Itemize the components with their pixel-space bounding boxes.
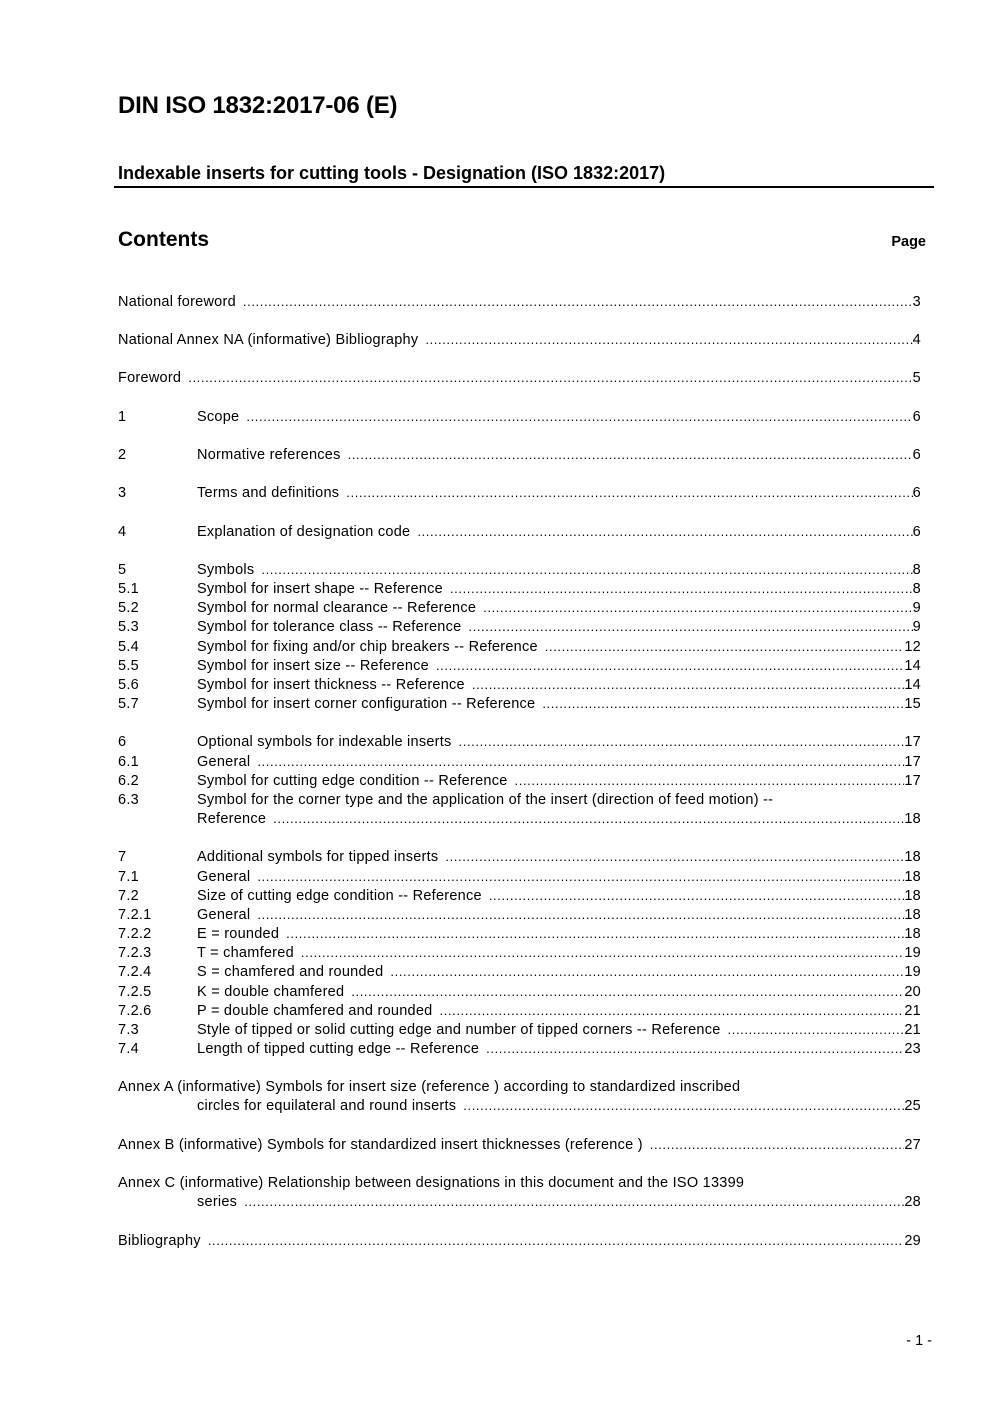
toc-entry[interactable] (118, 330, 921, 350)
toc-entry-page: 21 (904, 1022, 921, 1038)
toc-entry-page: 5 (912, 370, 921, 386)
toc-entry-title: National Annex NA (informative) Bibliography (118, 332, 419, 348)
toc-entry-title: Symbol for cutting edge condition -- Reference (197, 773, 508, 789)
toc-entry-number: 7.2.2 (118, 926, 152, 942)
toc-entry-title: Length of tipped cutting edge -- Reference (197, 1041, 480, 1057)
toc-leader-dots (542, 694, 904, 714)
toc-leader-dots (425, 330, 912, 350)
toc-entry-number: 2 (118, 447, 127, 463)
toc-leader-dots (445, 847, 904, 867)
toc-entry[interactable] (118, 675, 921, 695)
toc-entry-title: Bibliography (118, 1233, 201, 1249)
toc-entry[interactable] (118, 617, 921, 637)
toc-entry-title: Annex A (informative) Symbols for insert size (reference ) according to standardized inscribed (118, 1079, 741, 1095)
toc-leader-dots (246, 407, 912, 427)
toc-entry-page: 18 (904, 869, 921, 885)
toc-entry-page: 28 (904, 1194, 921, 1210)
toc-entry-title: Annex B (informative) Symbols for standardized insert thicknesses (reference ) (118, 1137, 643, 1153)
document-subtitle: Indexable inserts for cutting tools - Designation (ISO 1832:2017) (118, 163, 666, 183)
toc-leader-dots (545, 637, 905, 657)
toc-entry-number: 5.5 (118, 658, 139, 674)
toc-entry[interactable] (118, 732, 921, 752)
toc-entry-title: Scope (197, 409, 240, 425)
toc-entry-title-continuation: Reference (197, 811, 267, 827)
toc-leader-dots (208, 1231, 905, 1251)
toc-entry-title: General (197, 907, 251, 923)
toc-entry-number: 4 (118, 524, 127, 540)
toc-entry-number: 7.3 (118, 1022, 139, 1038)
toc-entry[interactable] (118, 790, 921, 810)
toc-leader-dots (483, 598, 913, 618)
toc-leader-dots (436, 656, 904, 676)
toc-entry[interactable] (118, 867, 921, 887)
toc-entry[interactable] (118, 752, 921, 772)
toc-entry-page: 18 (904, 811, 921, 827)
toc-entry-number: 7.2 (118, 888, 139, 904)
toc-entry-title: Annex C (informative) Relationship between designations in this document and the ISO 13399 (118, 1175, 745, 1191)
toc-entry-number: 6.1 (118, 754, 139, 770)
toc-entry-page: 8 (912, 562, 921, 578)
toc-leader-dots (417, 522, 912, 542)
toc-entry-title: Foreword (118, 370, 182, 386)
toc-leader-dots (515, 771, 905, 791)
toc-entry-continuation[interactable] (118, 1192, 921, 1212)
toc-entry[interactable] (118, 847, 921, 867)
toc-entry-page: 25 (904, 1098, 921, 1114)
toc-entry-title: National foreword (118, 294, 236, 310)
toc-entry-number: 5.6 (118, 677, 139, 693)
toc-entry-page: 27 (904, 1137, 921, 1153)
toc-entry-page: 17 (904, 734, 921, 750)
toc-entry-page: 9 (912, 600, 921, 616)
toc-entry-title-continuation: series (197, 1194, 238, 1210)
toc-entry-number: 6 (118, 734, 127, 750)
toc-leader-dots (257, 752, 904, 772)
toc-entry-page: 3 (912, 294, 921, 310)
toc-entry[interactable] (118, 598, 921, 618)
toc-entry-title-continuation: circles for equilateral and round inserts (197, 1098, 457, 1114)
toc-entry[interactable] (118, 886, 921, 906)
toc-entry-page: 19 (904, 945, 921, 961)
toc-entry[interactable] (118, 560, 921, 580)
toc-entry-title: S = chamfered and rounded (197, 964, 384, 980)
toc-entry-number: 7.4 (118, 1041, 139, 1057)
toc-entry[interactable] (118, 1020, 921, 1040)
toc-entry-page: 18 (904, 888, 921, 904)
toc-leader-dots (439, 1001, 904, 1021)
toc-entry[interactable] (118, 905, 921, 925)
toc-entry-number: 7 (118, 849, 127, 865)
toc-leader-dots (463, 1096, 904, 1116)
toc-entry-page: 18 (904, 849, 921, 865)
document-title: DIN ISO 1832:2017-06 (E) (118, 92, 398, 119)
toc-entry-title: Symbol for insert corner configuration -- Reference (197, 696, 536, 712)
toc-entry[interactable] (118, 924, 921, 944)
toc-entry[interactable] (118, 522, 921, 542)
toc-entry-page: 12 (904, 639, 921, 655)
toc-leader-dots (346, 483, 912, 503)
toc-entry[interactable] (118, 292, 921, 312)
toc-entry-page: 19 (904, 964, 921, 980)
toc-entry[interactable] (118, 579, 921, 599)
toc-entry-title: Size of cutting edge condition -- Reference (197, 888, 482, 904)
toc-entry-page: 6 (912, 524, 921, 540)
toc-entry-page: 6 (912, 485, 921, 501)
toc-entry-page: 6 (912, 409, 921, 425)
toc-leader-dots (472, 675, 904, 695)
toc-leader-dots (650, 1135, 905, 1155)
toc-entry-page: 18 (904, 926, 921, 942)
toc-entry[interactable] (118, 1173, 921, 1193)
toc-entry-number: 7.2.1 (118, 907, 152, 923)
toc-entry-page: 4 (912, 332, 921, 348)
toc-entry-page: 23 (904, 1041, 921, 1057)
toc-entry[interactable] (118, 982, 921, 1002)
toc-entry-title: Explanation of designation code (197, 524, 411, 540)
toc-entry[interactable] (118, 368, 921, 388)
toc-entry-title: K = double chamfered (197, 984, 345, 1000)
toc-entry-page: 9 (912, 619, 921, 635)
toc-entry[interactable] (118, 771, 921, 791)
toc-entry-title: Symbol for fixing and/or chip breakers -- Reference (197, 639, 538, 655)
toc-entry-number: 7.2.5 (118, 984, 152, 1000)
toc-entry-title: Symbol for tolerance class -- Reference (197, 619, 462, 635)
toc-entry-number: 5 (118, 562, 127, 578)
toc-entry-title: Normative references (197, 447, 341, 463)
toc-leader-dots (489, 886, 905, 906)
toc-entry-number: 1 (118, 409, 127, 425)
toc-entry-title: Symbol for insert thickness -- Reference (197, 677, 465, 693)
toc-leader-dots (348, 445, 913, 465)
toc-entry-title: Symbol for insert shape -- Reference (197, 581, 443, 597)
toc-leader-dots (257, 905, 904, 925)
contents-heading: Contents (118, 228, 209, 251)
toc-entry-number: 5.3 (118, 619, 139, 635)
toc-leader-dots (286, 924, 904, 944)
toc-entry[interactable] (118, 1231, 921, 1251)
toc-entry-page: 14 (904, 658, 921, 674)
toc-entry-number: 5.4 (118, 639, 139, 655)
toc-leader-dots (390, 962, 904, 982)
toc-entry-number: 7.2.6 (118, 1003, 152, 1019)
toc-entry[interactable] (118, 694, 921, 714)
toc-entry-number: 5.7 (118, 696, 139, 712)
toc-entry-continuation[interactable] (118, 809, 921, 829)
toc-entry[interactable] (118, 943, 921, 963)
toc-entry-title: Symbol for the corner type and the application of the insert (direction of feed motion) -- (197, 792, 774, 808)
toc-entry-title: Optional symbols for indexable inserts (197, 734, 452, 750)
toc-leader-dots (243, 292, 913, 312)
toc-entry-page: 14 (904, 677, 921, 693)
toc-entry-continuation[interactable] (118, 1096, 921, 1116)
toc-entry-number: 5.1 (118, 581, 139, 597)
toc-entry-title: Symbol for insert size -- Reference (197, 658, 429, 674)
toc-leader-dots (188, 368, 912, 388)
toc-leader-dots (468, 617, 912, 637)
toc-leader-dots (244, 1192, 904, 1212)
footer-page-number: - 1 - (906, 1333, 932, 1349)
toc-leader-dots (459, 732, 905, 752)
toc-entry-number: 7.2.3 (118, 945, 152, 961)
toc-entry-page: 6 (912, 447, 921, 463)
toc-entry[interactable] (118, 1135, 921, 1155)
toc-entry[interactable] (118, 445, 921, 465)
toc-entry-title: General (197, 869, 251, 885)
toc-entry[interactable] (118, 1001, 921, 1021)
toc-leader-dots (728, 1020, 905, 1040)
toc-entry-number: 6.2 (118, 773, 139, 789)
toc-entry-title: E = rounded (197, 926, 280, 942)
toc-leader-dots (273, 809, 904, 829)
toc-entry-number: 3 (118, 485, 127, 501)
toc-entry-number: 5.2 (118, 600, 139, 616)
toc-entry-title: P = double chamfered and rounded (197, 1003, 433, 1019)
toc-entry-title: Symbol for normal clearance -- Reference (197, 600, 477, 616)
toc-leader-dots (261, 560, 912, 580)
toc-entry-page: 21 (904, 1003, 921, 1019)
toc-entry-title: Terms and definitions (197, 485, 340, 501)
toc-entry-title: T = chamfered (197, 945, 294, 961)
toc-entry-number: 7.2.4 (118, 964, 152, 980)
toc-entry[interactable] (118, 637, 921, 657)
toc-entry-page: 17 (904, 754, 921, 770)
toc-entry-page: 29 (904, 1233, 921, 1249)
page-column-label: Page (891, 234, 926, 250)
toc-leader-dots (351, 982, 904, 1002)
toc-entry[interactable] (118, 656, 921, 676)
toc-leader-dots (257, 867, 904, 887)
toc-entry-page: 18 (904, 907, 921, 923)
toc-entry-title: Style of tipped or solid cutting edge and number of tipped corners -- Reference (197, 1022, 721, 1038)
toc-entry[interactable] (118, 407, 921, 427)
toc-entry-number: 6.3 (118, 792, 139, 808)
toc-entry-title: General (197, 754, 251, 770)
toc-entry-title: Symbols (197, 562, 255, 578)
toc-leader-dots (301, 943, 904, 963)
toc-leader-dots (486, 1039, 904, 1059)
toc-entry-page: 8 (912, 581, 921, 597)
toc-entry-number: 7.1 (118, 869, 139, 885)
toc-entry-page: 15 (904, 696, 921, 712)
toc-entry[interactable] (118, 483, 921, 503)
toc-entry[interactable] (118, 1077, 921, 1097)
toc-entry[interactable] (118, 962, 921, 982)
toc-entry-title: Additional symbols for tipped inserts (197, 849, 439, 865)
toc-entry[interactable] (118, 1039, 921, 1059)
toc-leader-dots (450, 579, 913, 599)
toc-entry-page: 20 (904, 984, 921, 1000)
toc-entry-page: 17 (904, 773, 921, 789)
